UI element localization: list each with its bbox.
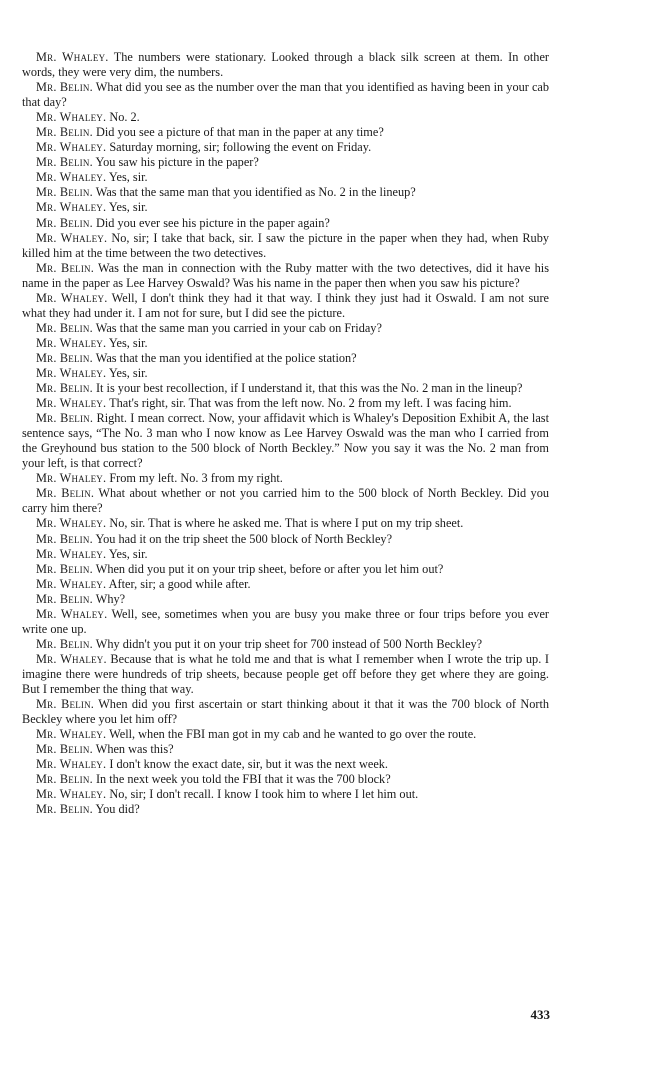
testimony-text: What did you see as the number over the man that you identified as having been in your cab that day? [22,80,550,110]
testimony-text: No. 2. [109,110,140,125]
testimony-text: Did you ever see his picture in the paper again? [95,215,330,230]
speaker-name: Mr. Belin. [36,320,93,335]
speaker-name: Mr. Belin. [36,772,93,787]
testimony-text: In the next week you told the FBI that it was the 700 block? [95,772,391,787]
speaker-name: Mr. Belin. [36,215,93,230]
testimony-paragraph [22,637,549,652]
testimony-text: You did? [95,802,140,817]
speaker-name: Mr. Belin. [36,697,95,712]
testimony-text: It is your best recollection, if I understand it, that this was the No. 2 man in the lineup? [95,381,523,396]
testimony-paragraph [22,727,549,742]
speaker-name: Mr. Whaley. [36,516,107,531]
testimony-text: I don't know the exact date, sir, but it was the next week. [109,757,388,772]
testimony-text: You had it on the trip sheet the 500 block of North Beckley? [95,531,393,546]
speaker-name: Mr. Whaley. [36,787,107,802]
testimony-paragraph [22,366,549,381]
speaker-name: Mr. Whaley. [36,365,107,380]
testimony-paragraph [22,170,549,185]
testimony-text: When did you first ascertain or start thinking about it that it was the 700 block of North Beckley where you let him off? [22,697,550,727]
testimony-text: Why? [95,591,126,606]
testimony-text: Why didn't you put it on your trip sheet for 700 instead of 500 North Beckley? [95,636,483,651]
speaker-name: Mr. Whaley. [36,757,107,772]
speaker-name: Mr. Belin. [36,155,93,170]
testimony-paragraph [22,336,549,351]
testimony-text: The numbers were stationary. Looked through a black silk screen at them. In other words, they were very dim, the numbers. [22,50,549,80]
speaker-name: Mr. Whaley. [36,471,107,486]
testimony-paragraph [22,140,549,155]
testimony-text: Well, when the FBI man got in my cab and he wanted to go over the route. [109,727,477,742]
testimony-text: Was that the man you identified at the police station? [95,350,357,365]
testimony-text: No, sir. That is where he asked me. That is where I put on my trip sheet. [109,516,464,531]
testimony-paragraph [22,577,549,592]
speaker-name: Mr. Belin. [36,411,94,426]
speaker-name: Mr. Belin. [36,636,93,651]
testimony-paragraph [22,486,549,516]
testimony-paragraph [22,757,549,772]
testimony-paragraph [22,261,549,291]
testimony-paragraph [22,471,549,486]
testimony-paragraph [22,50,549,80]
testimony-text: Right. I mean correct. Now, your affidavit which is Whaley's Deposition Exhibit A, the last sentence says, “The No. 3 man who I now know as Lee Harvey Oswald was the man who I carried from the Greyhound bus station to the 500 block of North Beckley.” Now you say it was the No. 2 man from your left, is that correct? [22,411,550,471]
testimony-paragraph [22,80,549,110]
speaker-name: Mr. Belin. [36,125,93,140]
testimony-paragraph [22,125,549,140]
testimony-paragraph [22,562,549,577]
testimony-text: From my left. No. 3 from my right. [109,471,283,486]
speaker-name: Mr. Belin. [36,591,93,606]
speaker-name: Mr. Whaley. [36,110,107,125]
speaker-name: Mr. Whaley. [36,170,107,185]
testimony-paragraph [22,185,549,200]
testimony-paragraph [22,652,549,697]
transcript-body [22,50,549,817]
testimony-paragraph [22,396,549,411]
speaker-name: Mr. Whaley. [36,727,107,742]
testimony-text: When was this? [95,742,174,757]
testimony-text: Because that is what he told me and that is what I remember when I wrote the trip up. I imagine there were hundreds of trip sheets, because people get off before they get where they are going. But I remember the thing that way. [22,651,549,696]
testimony-paragraph [22,216,549,231]
testimony-paragraph [22,110,549,125]
testimony-paragraph [22,321,549,336]
testimony-text: Yes, sir. [108,170,148,185]
testimony-text: When did you put it on your trip sheet, before or after you let him out? [95,561,444,576]
testimony-text: No, sir; I take that back, sir. I saw the picture in the paper when they had, when Ruby killed him at the time between the two detectives. [22,230,549,260]
testimony-text: After, sir; a good while after. [108,576,251,591]
speaker-name: Mr. Belin. [36,350,93,365]
testimony-text: You saw his picture in the paper? [95,155,259,170]
testimony-text: Saturday morning, sir; following the event on Friday. [109,140,372,155]
testimony-text: That's right, sir. That was from the left now. No. 2 from my left. I was facing him. [109,396,512,411]
testimony-paragraph [22,200,549,215]
testimony-text: Well, see, sometimes when you are busy you make three or four trips before you ever write one up. [22,606,549,636]
testimony-paragraph [22,381,549,396]
testimony-paragraph [22,411,549,471]
testimony-paragraph [22,697,549,727]
speaker-name: Mr. Belin. [36,260,95,275]
testimony-text: No, sir; I don't recall. I know I took him to where I let him out. [109,787,419,802]
page-number: 433 [530,1007,550,1022]
testimony-paragraph [22,547,549,562]
testimony-paragraph [22,231,549,261]
speaker-name: Mr. Whaley. [36,651,107,666]
testimony-text: Yes, sir. [108,200,148,215]
speaker-name: Mr. Whaley. [36,200,107,215]
testimony-paragraph [22,291,549,321]
speaker-name: Mr. Belin. [36,742,93,757]
testimony-text: Yes, sir. [108,365,148,380]
speaker-name: Mr. Belin. [36,381,93,396]
testimony-text: Was the man in connection with the Ruby matter with the two detectives, did it have his name in the paper as Lee Harvey Oswald? Was his name in the paper then when you saw his picture? [22,260,549,290]
testimony-paragraph [22,742,549,757]
speaker-name: Mr. Whaley. [36,546,107,561]
testimony-paragraph [22,516,549,531]
testimony-paragraph [22,802,549,817]
speaker-name: Mr. Whaley. [36,606,108,621]
speaker-name: Mr. Whaley. [36,50,109,64]
speaker-name: Mr. Whaley. [36,335,107,350]
testimony-text: Did you see a picture of that man in the paper at any time? [95,125,384,140]
speaker-name: Mr. Belin. [36,802,93,817]
speaker-name: Mr. Whaley. [36,576,107,591]
testimony-text: What about whether or not you carried him to the 500 block of North Beckley. Did you carry him there? [22,486,549,516]
testimony-text: Well, I don't think they had it that way. I think they just had it Oswald. I am not sure what they had under it. I am not for sure, but I did see the picture. [22,290,549,320]
speaker-name: Mr. Belin. [36,531,93,546]
testimony-text: Yes, sir. [108,546,148,561]
testimony-text: Yes, sir. [108,335,148,350]
speaker-name: Mr. Belin. [36,80,93,95]
speaker-name: Mr. Belin. [36,561,93,576]
testimony-paragraph [22,787,549,802]
speaker-name: Mr. Belin. [36,185,93,200]
speaker-name: Mr. Belin. [36,486,95,501]
speaker-name: Mr. Whaley. [36,230,108,245]
testimony-paragraph [22,351,549,366]
testimony-text: Was that the same man you carried in your cab on Friday? [95,320,382,335]
testimony-paragraph [22,772,549,787]
speaker-name: Mr. Whaley. [36,396,107,411]
testimony-text: Was that the same man that you identified as No. 2 in the lineup? [95,185,416,200]
testimony-paragraph [22,155,549,170]
testimony-paragraph [22,592,549,607]
speaker-name: Mr. Whaley. [36,140,107,155]
testimony-paragraph [22,532,549,547]
testimony-paragraph [22,607,549,637]
speaker-name: Mr. Whaley. [36,290,108,305]
